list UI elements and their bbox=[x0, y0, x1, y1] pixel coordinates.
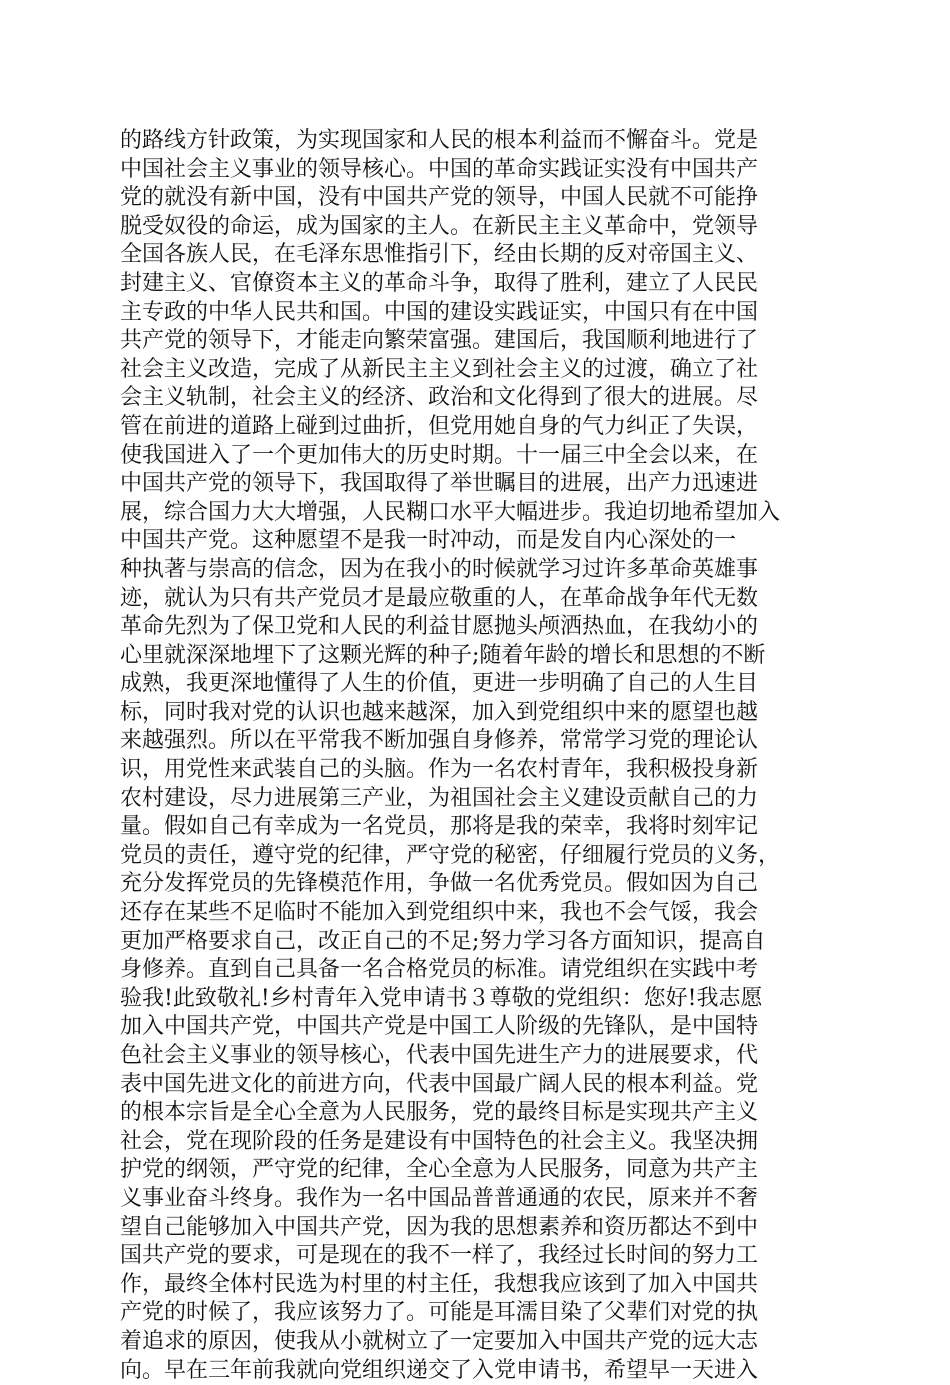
text-line: 望自己能够加入中国共产党，因为我的思想素养和资历都达不到中 bbox=[120, 1214, 759, 1240]
text-line: 共产党的领导下，才能走向繁荣富强。建国后，我国顺利地进行了 bbox=[120, 328, 759, 354]
text-line: 管在前进的道路上碰到过曲折，但党用她自身的气力纠正了失误， bbox=[120, 413, 759, 439]
text-line: 义事业奋斗终身。我作为一名中国品普普通通的农民，原来并不奢 bbox=[120, 1185, 759, 1211]
text-line: 护党的纲领，严守党的纪律，全心全意为人民服务，同意为共产主 bbox=[120, 1157, 759, 1183]
text-line: 充分发挥党员的先锋模范作用，争做一名优秀党员。假如因为自己 bbox=[120, 871, 759, 897]
text-line: 农村建设，尽力进展第三产业，为祖国社会主义建设贡献自己的力 bbox=[120, 785, 759, 811]
text-line: 色社会主义事业的领导核心，代表中国先进生产力的进展要求，代 bbox=[120, 1043, 759, 1068]
text-line: 着追求的原因，使我从小就树立了一定要加入中国共产党的远大志 bbox=[120, 1328, 759, 1354]
text-line: 还存在某些不足临时不能加入到党组织中来，我也不会气馁，我会 bbox=[120, 900, 759, 926]
text-line: 加入中国共产党，中国共产党是中国工人阶级的先锋队，是中国特 bbox=[120, 1014, 759, 1040]
text-line: 党员的责任，遵守党的纪律，严守党的秘密，仔细履行党员的义务， bbox=[120, 842, 781, 868]
text-line: 识，用党性来武装自己的头脑。作为一名农村青年，我积极投身新 bbox=[120, 757, 759, 783]
text-line: 中国共产党的领导下，我国取得了举世瞩目的进展，出产力迅速进 bbox=[120, 471, 759, 497]
text-line: 产党的时候了，我应该努力了。可能是耳濡目染了父辈们对党的执 bbox=[120, 1300, 759, 1326]
text-line: 革命先烈为了保卫党和人民的利益甘愿抛头颅洒热血，在我幼小的 bbox=[120, 614, 759, 640]
text-line: 国共产党的要求，可是现在的我不一样了，我经过长时间的努力工 bbox=[120, 1243, 759, 1269]
text-line: 迹，就认为只有共产党员才是最应敬重的人，在革命战争年代无数 bbox=[120, 585, 759, 611]
text-line: 向。早在三年前我就向党组织递交了入党申请书，希望早一天进入 bbox=[120, 1357, 759, 1383]
text-line: 的路线方针政策，为实现国家和人民的根本利益而不懈奋斗。党是 bbox=[120, 128, 759, 153]
text-line: 社会，党在现阶段的任务是建设有中国特色的社会主义。我坚决拥 bbox=[120, 1128, 759, 1154]
text-line: 来越强烈。所以在平常我不断加强自身修养，常常学习党的理论认 bbox=[120, 728, 759, 754]
text-line: 种执著与崇高的信念，因为在我小的时候就学习过许多革命英雄事 bbox=[120, 556, 759, 582]
text-line: 标，同时我对党的认识也越来越深，加入到党组织中来的愿望也越 bbox=[120, 699, 759, 725]
text-line: 展，综合国力大大增强，人民糊口水平大幅进步。我迫切地希望加入 bbox=[120, 499, 781, 525]
text-line: 更加严格要求自己，改正自己的不足;努力学习各方面知识，提高自 bbox=[120, 928, 766, 954]
text-line: 身修养。直到自己具备一名合格党员的标准。请党组织在实践中考 bbox=[120, 957, 759, 983]
text-line: 主专政的中华人民共和国。中国的建设实践证实，中国只有在中国 bbox=[120, 299, 759, 325]
text-line: 使我国进入了一个更加伟大的历史时期。十一届三中全会以来，在 bbox=[120, 442, 759, 468]
text-line: 验我!此致敬礼!乡村青年入党申请书３尊敬的党组织：您好!我志愿 bbox=[120, 985, 763, 1011]
text-line: 作，最终全体村民选为村里的村主任，我想我应该到了加入中国共 bbox=[120, 1271, 759, 1297]
text-line: 心里就深深地埋下了这颗光辉的种子;随着年龄的增长和思想的不断 bbox=[120, 642, 766, 668]
text-line: 封建主义、官僚资本主义的革命斗争，取得了胜利，建立了人民民 bbox=[120, 270, 759, 296]
text-line: 量。假如自己有幸成为一名党员，那将是我的荣幸，我将时刻牢记 bbox=[120, 814, 759, 840]
text-line: 脱受奴役的命运，成为国家的主人。在新民主主义革命中，党领导 bbox=[120, 213, 759, 239]
text-line: 成熟，我更深地懂得了人生的价值，更进一步明确了自己的人生目 bbox=[120, 671, 759, 697]
text-line: 全国各族人民，在毛泽东思惟指引下，经由长期的反对帝国主义、 bbox=[120, 242, 759, 268]
text-line: 中国社会主义事业的领导核心。中国的革命实践证实没有中国共产 bbox=[120, 156, 759, 182]
text-line: 社会主义改造，完成了从新民主主义到社会主义的过渡，确立了社 bbox=[120, 356, 759, 382]
text-line: 会主义轨制，社会主义的经济、政治和文化得到了很大的进展。尽 bbox=[120, 385, 759, 411]
body-text bbox=[120, 127, 820, 1385]
text-line: 表中国先进文化的前进方向，代表中国最广阔人民的根本利益。党 bbox=[120, 1071, 759, 1097]
text-line: 中国共产党。这种愿望不是我一时冲动，而是发自内心深处的一 bbox=[120, 528, 737, 554]
text-line: 的根本宗旨是全心全意为人民服务，党的最终目标是实现共产主义 bbox=[120, 1100, 759, 1126]
text-line: 党的就没有新中国，没有中国共产党的领导，中国人民就不可能挣 bbox=[120, 185, 759, 211]
